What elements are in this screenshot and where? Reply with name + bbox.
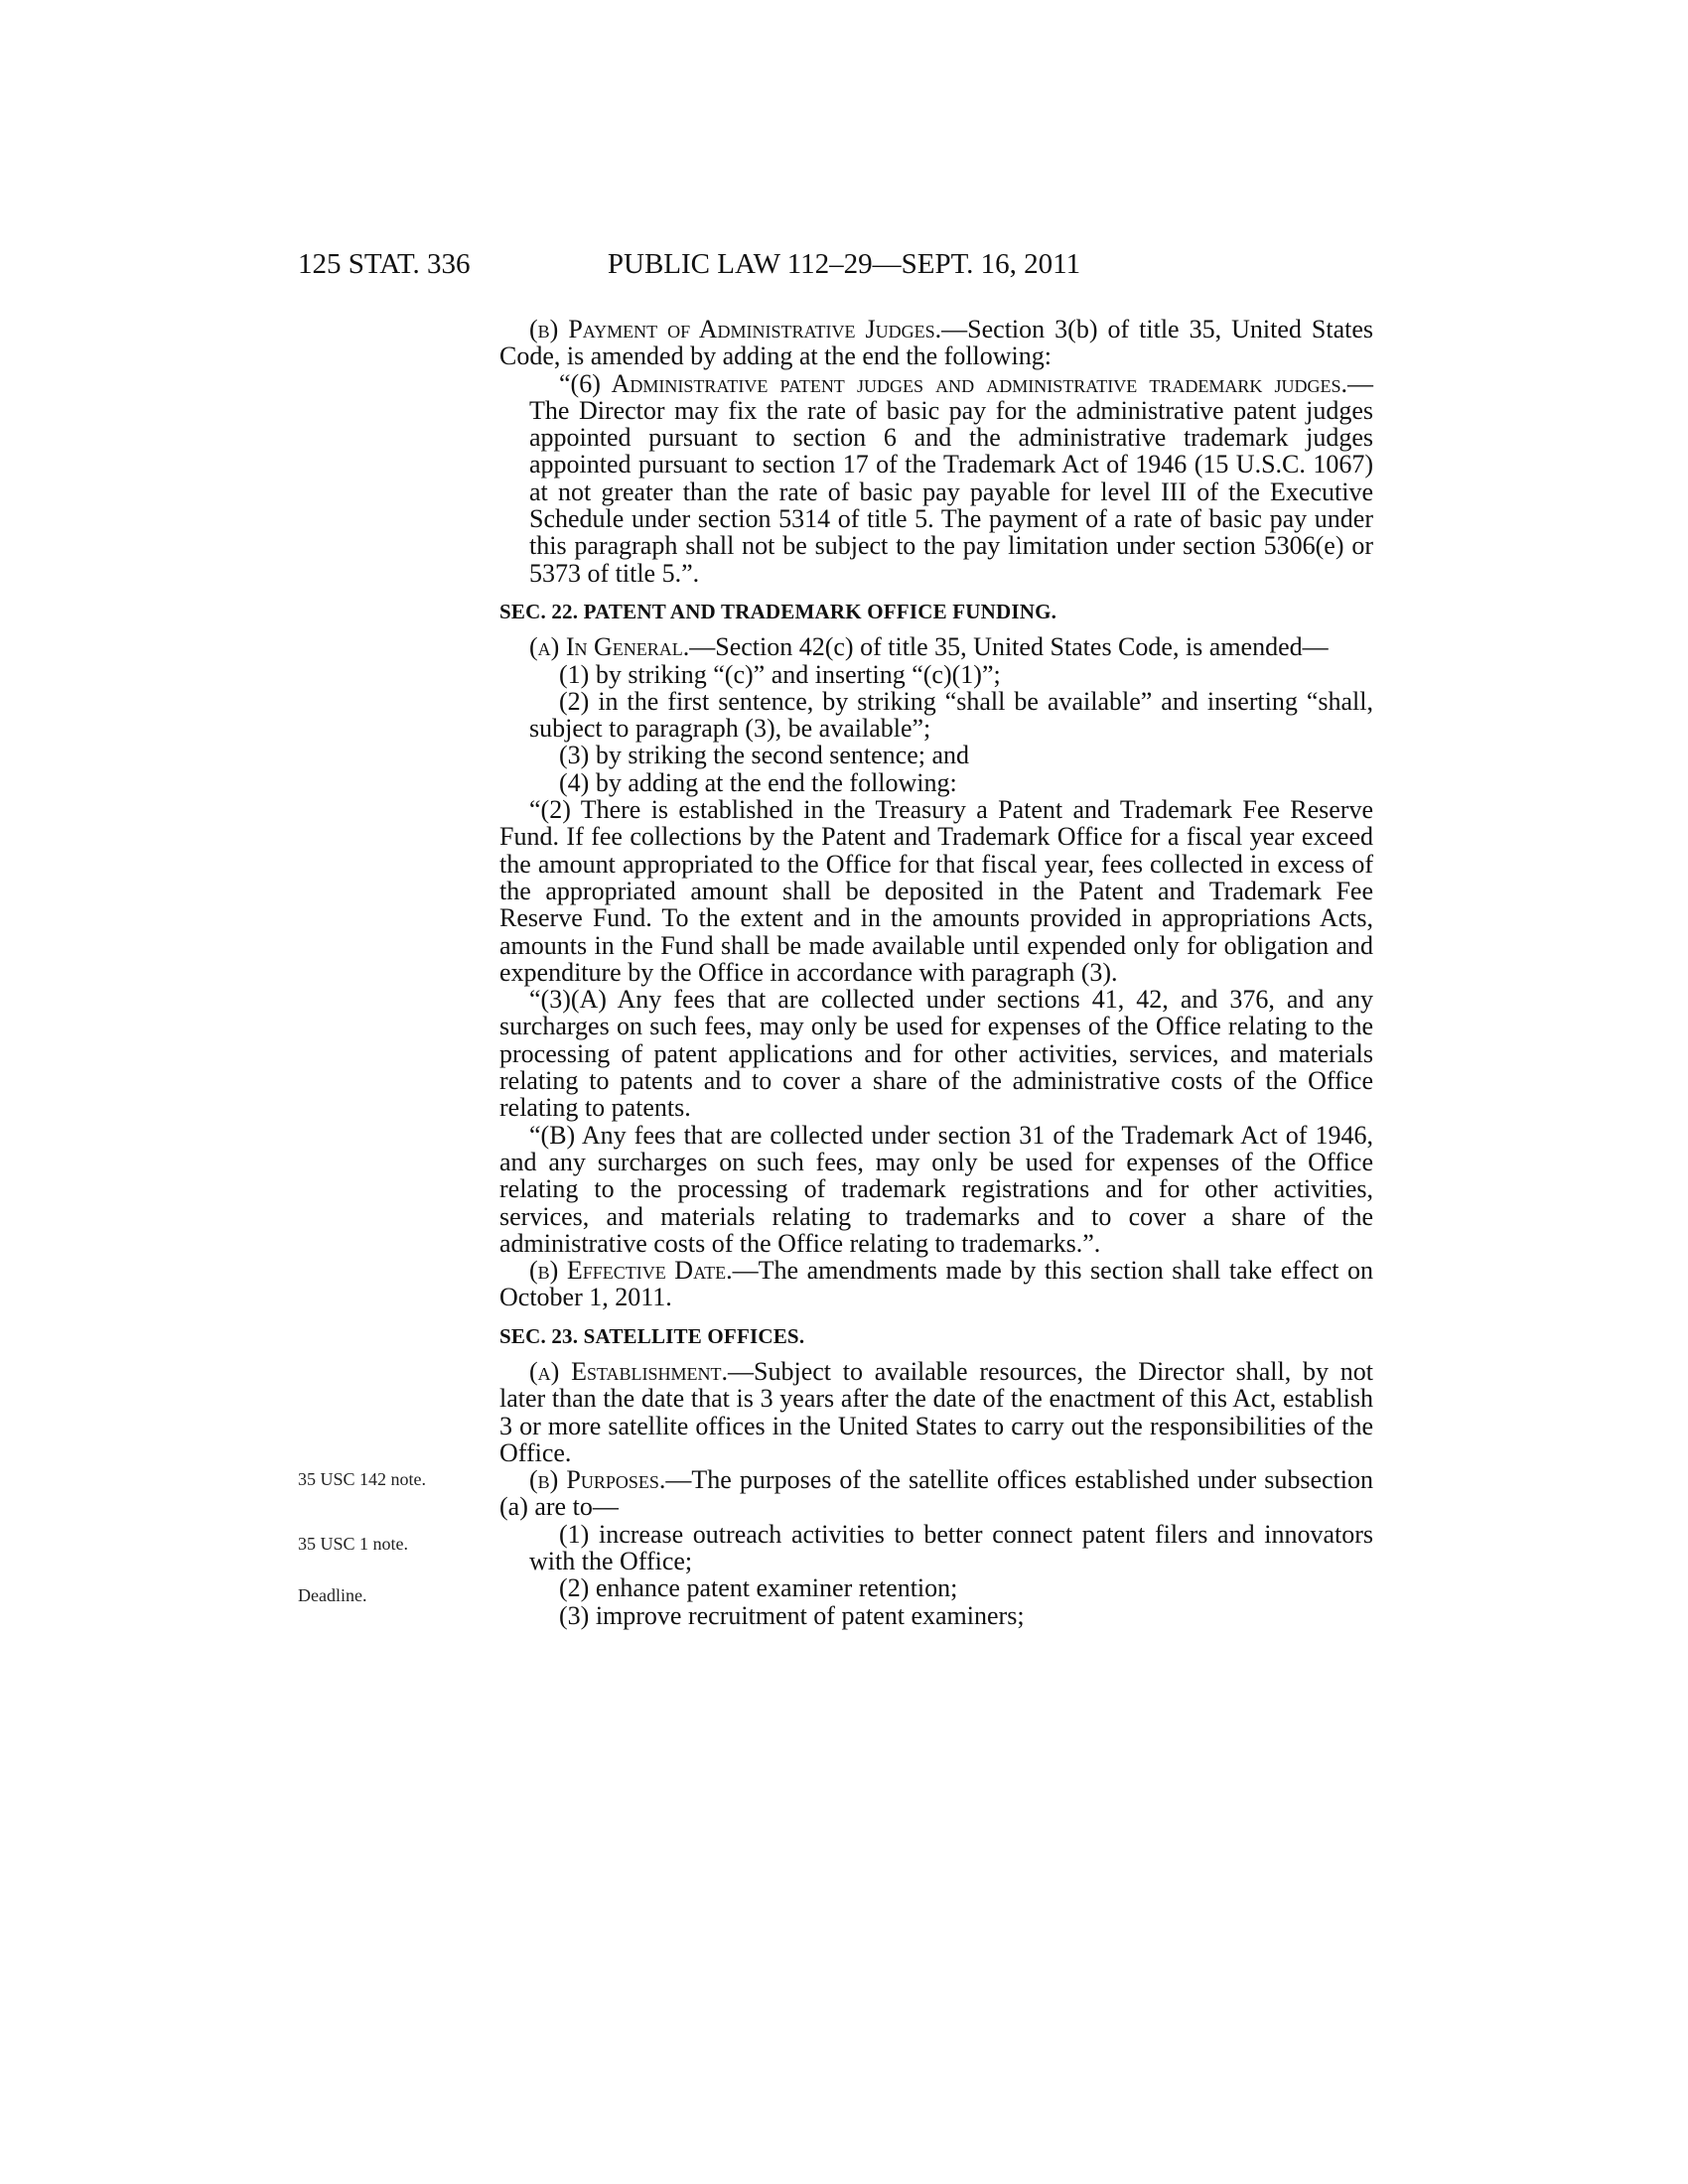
- section-23-b-1: (1) increase outreach activities to better connect patent filers and innovators with the Office;: [529, 1519, 1373, 1576]
- statute-page-number: 125 STAT. 336: [298, 248, 471, 280]
- paragraph-text: —Subject to available resources, the Director shall, by not later than the date that is 3 years after the date of the enactment of this Act, establish 3 or more satellite offices in the United States to carry out the responsibilities of the Office.: [499, 1356, 1373, 1467]
- section-22-a-2: (2) in the first sentence, by striking “shall be available” and inserting “shall, subject to paragraph (3), be available”;: [529, 686, 1373, 744]
- page-header: [298, 248, 1390, 288]
- section-23-b-3: (3) improve recruitment of patent examiners;: [559, 1600, 1025, 1630]
- paragraph-text: —Section 42(c) of title 35, United States Code, is amended—: [689, 632, 1329, 662]
- paragraph-text: —The amendments made by this section shall take effect on October 1, 2011.: [499, 1256, 1373, 1312]
- margin-note-deadline: Deadline.: [298, 1585, 367, 1605]
- section-22-a-4: (4) by adding at the end the following:: [559, 767, 957, 797]
- section-22-a-3: (3) by striking the second sentence; and: [559, 741, 969, 770]
- paragraph-heading: (b) Purposes.: [529, 1465, 666, 1495]
- paragraph-heading: “(6) Administrative patent judges and administrative trademark judges.: [559, 368, 1347, 398]
- section-22-heading: SEC. 22. PATENT AND TRADEMARK OFFICE FUNDING.: [499, 599, 1057, 623]
- section-23-a: [499, 1358, 1373, 1466]
- quoted-paragraph-2: “(2) There is established in the Treasury a Patent and Trademark Fee Reserve Fund. If fee collections by the Patent and Trademark Office for a fiscal year exceed the amount appropriated to the Office for that fiscal year, fees collected in excess of the appropriated amount shall be deposited in the Patent and Trademark Fee Reserve Fund. To the extent and in the amounts provided in appropriations Acts, amounts in the Fund shall be made available until expended only for obligation and expenditure by the Office in accordance with paragraph (3).: [499, 795, 1373, 987]
- paragraph-heading: (b) Effective Date.: [529, 1256, 733, 1286]
- section-23-b: [499, 1466, 1373, 1521]
- section-23-b-2: (2) enhance patent examiner retention;: [559, 1573, 958, 1603]
- paragraph-b-payment: [499, 316, 1373, 370]
- paragraph-heading: (a) Establishment.: [529, 1356, 729, 1386]
- document-body: [499, 316, 1373, 1629]
- section-23-heading: SEC. 23. SATELLITE OFFICES.: [499, 1323, 805, 1348]
- paragraph-text: —The purposes of the satellite offices established under subsection (a) are to—: [499, 1465, 1373, 1522]
- paragraph-heading: (b) Payment of Administrative Judges.: [529, 315, 942, 343]
- running-title: PUBLIC LAW 112–29—SEPT. 16, 2011: [607, 248, 1081, 280]
- section-22-b: [499, 1257, 1373, 1311]
- paragraph-text: —Section 3(b) of title 35, United States Code, is amended by adding at the end the following:: [499, 315, 1374, 371]
- quoted-paragraph-3a: “(3)(A) Any fees that are collected under sections 41, 42, and 376, and any surcharges on such fees, may only be used for expenses of the Office relating to the processing of patent applications and for other activities, services, and materials relating to patents and to cover a share of the administrative costs of the Office relating to patents.: [499, 985, 1373, 1123]
- margin-note-usc-1: 35 USC 1 note.: [298, 1534, 409, 1554]
- margin-note-usc-142: 35 USC 142 note.: [298, 1469, 427, 1489]
- section-22-a: [499, 633, 1373, 660]
- paragraph-heading: (a) In General.: [529, 632, 690, 662]
- paragraph-text: —The Director may fix the rate of basic pay for the administrative patent judges appointed pursuant to section 6 and the administrative trademark judges appointed pursuant to section 17 of the Trademark Act of 1946 (15 U.S.C. 1067) at not greater than the rate of basic pay payable for level III of the Executive Schedule under section 5314 of title 5. The payment of a rate of basic pay under this paragraph shall not be subject to the pay limitation under section 5306(e) or 5373 of title 5.”.: [529, 368, 1373, 588]
- quoted-paragraph-3b: “(B) Any fees that are collected under section 31 of the Trademark Act of 1946, and any surcharges on such fees, may only be used for expenses of the Office relating to the processing of trademark registrations and for other activities, services, and materials relating to trademarks and to cover a share of the administrative costs of the Office relating to trademarks.”.: [499, 1120, 1373, 1258]
- section-22-a-1: (1) by striking “(c)” and inserting “(c)(1)”;: [559, 659, 1001, 689]
- quoted-paragraph-6: [529, 370, 1373, 587]
